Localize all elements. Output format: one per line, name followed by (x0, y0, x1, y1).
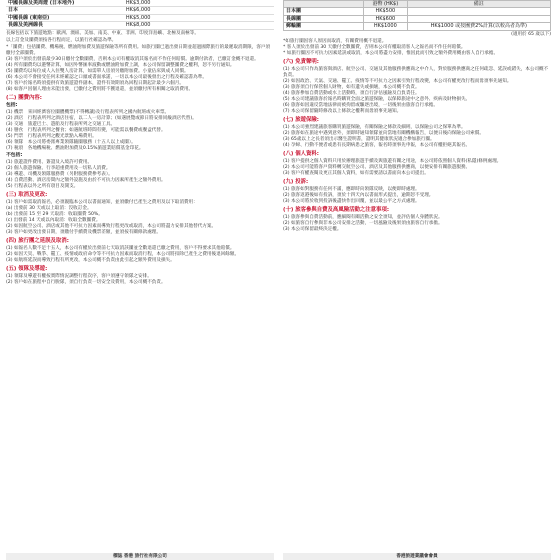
deposit-price-table (6, 0, 274, 30)
column-header: 港幣 (HK$) (364, 1, 407, 8)
clause-text: (2) 如因政治、天氣、交通、罷工、疫情等不可抗力之因素引致行程改變，本公司有權更改行程而毋須事先通知。 (283, 78, 512, 84)
clause-text: (2) 如因天災、戰爭、罷工、疫情或政府命令等不可抗力因素而取消行程，本公司將扣除已產生之費用後退回餘額。 (6, 252, 240, 258)
clause-text: (1) 本公司只作為旅客與酒店、航空公司、交通及其他服務供應商之中介人，對於服務供應商之任何疏忽、延誤或錯失，本公司概不負責。 (283, 66, 549, 78)
table-row (6, 14, 274, 21)
section-title-cancellation: (三) 取消及更改: (6, 192, 48, 199)
row-label: 郵輪團 (284, 23, 364, 30)
section-title-insurance: (七) 旅遊保險: (283, 116, 319, 123)
section-title-complaints: (九) 投訴: (283, 178, 309, 185)
clause-text: (1) 如報名人數不足十五人，本公司有權於出發前七天取消該團並全數退還已繳之費用，客戶不得要求其他賠償。 (6, 246, 235, 252)
price-value: HK$8,000 (124, 22, 274, 29)
column-header (284, 1, 364, 8)
clause-text: (4) 膳食 行程表所列之餐食；如遇航班時間有變，可能需以餐費或餐盒代替。 (6, 127, 166, 133)
right-column (283, 0, 551, 560)
clause-text: (2) 如旅客自行參與非本公司安排之活動，一切風險及後果須由旅客自行承擔。 (283, 220, 443, 226)
service-fee-table (283, 0, 551, 31)
clause-text: (4) 自費活動、酒店房間內之額外設施及由於不可抗力因素所產生之額外費用。 (6, 178, 166, 184)
clause-text: (2) 酒店 行程表所列之酒店住宿，以二人一房計算；(如遇展覽或節日將安排同級酒店代替)。 (6, 115, 197, 121)
clause-text: (5) 門票 行程表所列之觀光景點入場費用。 (6, 133, 97, 139)
table-header-row (284, 1, 551, 8)
clause-text: (3) 65歲以上之長者須出示醫生證明書，證明其健康狀況適合參加旅行團。 (283, 136, 435, 142)
section-title-guide: (五) 領隊及導遊: (6, 266, 48, 273)
price-value: HK$6,000 (124, 7, 274, 14)
row-value: HK$1000 (364, 23, 407, 30)
section-title-high-risk: (十) 旅客參與自費及高風險活動之注意事項: (283, 206, 389, 213)
table-row (284, 23, 551, 30)
clause-text: *如旅行團因客人原因而取消，有關費用概不退還。 (283, 38, 387, 44)
sub-title-includes: 包括: (6, 102, 18, 108)
clause-text: (7) 稅項 各地機場稅、燃油附加費及0.15%旅遊業賠償基金印花。 (6, 145, 144, 151)
clause-text: (4) 旅客參加自費活動或水上活動時，須自行評估風險及自負責任。 (283, 90, 420, 96)
row-remark: HK$1000 或按團費2%計算(以較高者為準) (407, 23, 550, 30)
clause-text: (3) 客戶有權查閱及更正其個人資料，如有需要請以書面向本公司提出。 (283, 170, 429, 176)
clause-text: (1) 客戶如需取消報名，必須親臨本公司以書面通知，並須繳付已產生之費用及以下取消費用： (6, 200, 198, 206)
column-header: 備註 (407, 1, 550, 8)
row-label: 長線團 (284, 15, 364, 22)
table-row (284, 8, 551, 15)
clause-text: (3) 本公司保留最終決定權。 (283, 226, 342, 232)
clause-text: (2) 個人旅遊保險、行李超重費用及一切私人消費。 (6, 166, 111, 172)
clause-text: *「團費」包括團費、機場稅、燃油附加費及旅遊保險等所有費用。如旅行團已過出發日期並超過國際旅行的最遲取消期限，客戶須繳付全部團費。 (6, 44, 271, 56)
clause-text: (6) 領隊 本公司將委派專業領隊隨團服務（十五人以上成團）。 (6, 139, 136, 145)
price-label: 日本 (6, 7, 124, 14)
clause-text: (3) 旅客須自行保管個人財物，如有遺失或損壞，本公司概不負責。 (283, 84, 420, 90)
clause-text: (4) 所有團費均以港幣計算，如因外幣匯率波動或燃油附加費上調，本公司保留調整團費之權利，恕不另行通知。 (6, 62, 235, 68)
table-row (6, 7, 274, 14)
clause-text: (a) 出發前 30 天或以上取消：沒收訂金。 (6, 206, 92, 212)
left-footer: 標誌 香港 旅行社有限公司 (6, 553, 274, 560)
left-column (6, 0, 274, 560)
right-footer: 香港旅遊業議會會員 (283, 553, 551, 560)
clause-text: (2) 旅客返港後如有投訴，須於十四天內以書面形式提出，逾期恕不受理。 (283, 192, 434, 198)
table-row (284, 15, 551, 22)
clause-text: (1) 本公司強烈建議旅客購買旅遊保險，有關保險之條款及細則，以保險公司之保單為準。 (283, 124, 466, 130)
clause-text: (2) 如因航空公司、酒店或其他不可抗力因素而導致行程更改或取消，本公司將盡力安排其他替代方案。 (6, 224, 217, 230)
clause-text: (1) 旅遊證件費用、簽證及入境許可費用。 (6, 160, 93, 166)
clause-text: (1) 旅客參與自費活動前，應細閱有關活動之安全須知，並評估個人身體狀況。 (283, 214, 443, 220)
row-remark (407, 8, 550, 15)
clause-text: (6) 旅客如因違反當地法律而被拘留或驅逐出境，一切後果由旅客自行承擔。 (283, 102, 438, 108)
clause-text: (c) 出發前 14 天或以內取消：收取全數團費。 (6, 218, 101, 224)
clause-text: (5) 行程表以外之所有項目及開支。 (6, 184, 79, 190)
clause-text: (5) 本公司建議旅客於報名時購買全面之旅遊保險，以保障旅途中之意外、疾病及財物損失。 (283, 96, 471, 102)
section-title-tour-fee: (二) 團費內容: (6, 94, 42, 101)
clause-text: (3) 如航班延誤而導致行程有所更改，本公司概不負責由此引起之額外費用及損失。 (6, 258, 175, 264)
row-remark (407, 15, 550, 22)
clause-text: (7) 客戶於報名時須提供有效旅遊證件副本，證件有效期須為回程日期起計最少六個月。 (6, 80, 184, 86)
price-value: HK$3,000 (124, 0, 274, 7)
row-value: HK$500 (364, 8, 407, 15)
table-row (6, 22, 274, 29)
clause-text: (1) 領隊及導遊有權按實際情況調整行程次序，客戶須遵守領隊之安排。 (6, 274, 152, 280)
deposit-note: 以上訂金及團費須按各行程而定，以旅行社確認為準。 (6, 37, 117, 43)
clause-text: (6) 本公司不會接受任何未經確認之口頭或書面承諾，一切以本公司最後發出之行程及確認書為準。 (6, 74, 207, 80)
clause-text: (4) 孕婦、行動不便者或患有長期病患之旅客，報名時須事先申報，本公司有權拒絕其報名。 (283, 142, 471, 148)
clause-text: * 如旅行團因不可抗力因素延誤或取消，本公司將盡力安排，惟因此而引致之額外費用概由客人自行承擔。 (283, 50, 499, 56)
clause-text: (2) 旅客如在旅途中遇到意外，須即時通知領隊並向當地有關機構報告，以便日後向保險公司索償。 (283, 130, 484, 136)
clause-text: (3) 客戶如更改出發日期，須繳付手續費及機票差額，並須按有關條款處理。 (6, 230, 161, 236)
price-label: 長線及美洲線長 (6, 22, 124, 29)
row-label: 日本團 (284, 8, 364, 15)
clause-text: (1) 客戶提供之個人資料只用於辦理旅遊手續及與旅遊有關之用途，本公司將依照個人資料(私隱)條例處理。 (283, 158, 502, 164)
sub-title-excludes: 不包括: (6, 152, 23, 158)
section-title-delay: (四) 旅行團之延誤及取消: (6, 238, 69, 245)
clause-text: (3) 交通 旅遊巴士、遊船及行程表所列之交通工具。 (6, 121, 116, 127)
clause-text: (2) 客戶如在旅程中自行脫隊，須自行負責一切安全及費用，本公司概不負責。 (6, 280, 166, 286)
row-value: HK$600 (364, 15, 407, 22)
section-title-privacy: (八) 個人資料: (283, 150, 319, 157)
price-label: 中國長線 (東南亞) (6, 14, 124, 21)
clause-text: (3) 導遊、司機及領隊服務費（另附服務費參考表）。 (6, 172, 113, 178)
clause-text: (5) 團費均以每位成人入住雙人房計算，如需單人房須另繳附加費。小童佔床與成人同價。 (6, 68, 189, 74)
clause-text: (8) 如客戶因個人理由未能出發，已繳付之費用將不獲退還，並須繳付所有相關之取消費用。 (6, 86, 194, 92)
clause-text: (3) 本公司將於收到投訴後盡快作出回覆，並以最公平之方式處理。 (283, 198, 420, 204)
clause-text: (1) 旅客如對服務有任何不滿，應即時向領隊反映，以便即時處理。 (283, 186, 420, 192)
price-label: 中國長線及美周遊 (日本地外) (6, 0, 124, 7)
destination-note: 長線包括以下旅遊地點：歐洲、澳紐、美加、南美、中東、非洲、印度洋島嶼、北極及南極等。 (6, 30, 199, 36)
clause-text: * 客人須於出發前 30 天繳付全數團費，否則本公司有權取消客人之報名而不作任何賠償。 (283, 44, 466, 50)
table-note: (適用於 65 歲以下) (511, 31, 551, 37)
price-value: HK$5,000 (124, 14, 274, 21)
table-row (6, 0, 274, 7)
section-title-disclaimer: (六) 免責聲明: (283, 58, 319, 65)
clause-text: (2) 本公司可能將客戶資料轉交航空公司、酒店及其他服務供應商，以便安排有關旅遊服務。 (283, 164, 471, 170)
clause-text: (7) 本公司保留隨時修改以上條款之權利而毋須事先通知。 (283, 108, 402, 114)
clause-text: (3) 客戶須於出發前最少30日繳付全數團費，否則本公司有權取消其報名而不作任何賠償。逾期付款者，已繳訂金概不退還。 (6, 56, 259, 62)
clause-text: (b) 出發前 15 至 29 天取消：收取團費 50%。 (6, 212, 103, 218)
clause-text: (1) 機票 來回經濟客位團體機票(不得轉讓)及行程表所列之國內航班或火車票。 (6, 109, 170, 115)
